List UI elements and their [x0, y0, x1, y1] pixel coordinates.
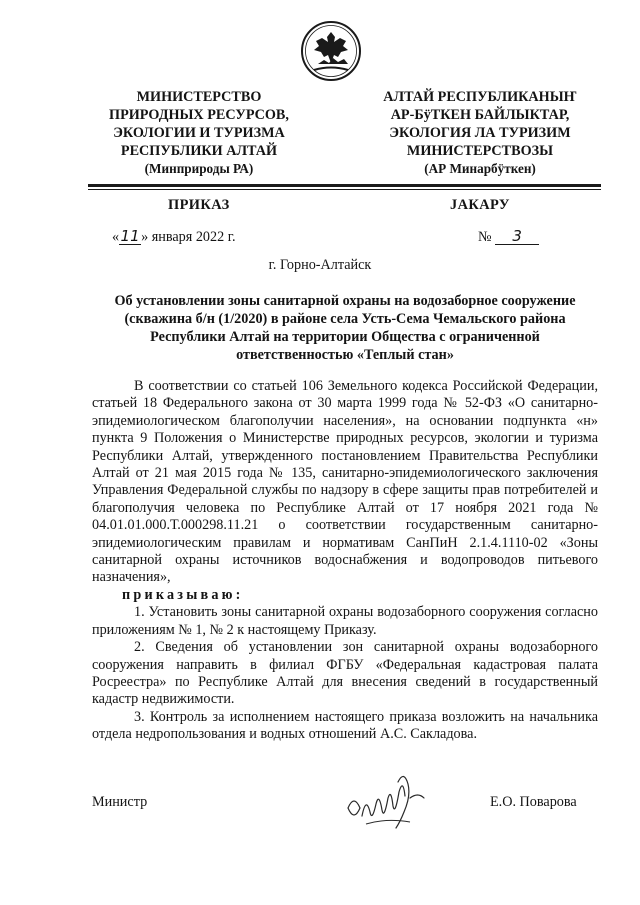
number-handwritten: 3 [495, 228, 539, 245]
order-date [112, 228, 236, 246]
ministry-name-alt [368, 88, 592, 178]
ministry-short-ru: (Минприроды РА) [144, 161, 254, 176]
coat-of-arms-emblem [300, 20, 362, 82]
signatory-name: Е.О. Поварова [490, 794, 577, 810]
order-item-1: 1. Установить зоны санитарной охраны водозаборного сооружения согласно приложениям № 1, № 2 к настоящему Приказу. [92, 604, 598, 638]
order-title: Об установлении зоны санитарной охраны на водозаборное сооружение (скважина б/н (1/2020) в районе села Усть-Сема Чемальского района Республики Алтай на территории Общества с ограниченной ответственностью «Теплый стан» [114, 293, 576, 363]
order-item-2: 2. Сведения об установлении зон санитарной охраны водозаборного сооружения направить в филиал ФГБУ «Федеральная кадастровая палата Росреестра» по Республике Алтай для внесения сведений в государственный кадастр недвижимости. [92, 639, 598, 708]
ministry-name-alt-line-2: АР-БÿТКЕН БАЙЛЫКТАР, [390, 107, 570, 123]
order-number [478, 228, 539, 246]
ministry-name-alt-line-1: АЛТАЙ РЕСПУБЛИКАНЫҤ [383, 89, 577, 105]
ministry-name-ru-line-2: ПРИРОДНЫХ РЕСУРСОВ, [109, 107, 289, 123]
signatory-position: Министр [92, 794, 148, 810]
preamble-paragraph: В соответствии со статьей 106 Земельного кодекса Российской Федерации, статьей 18 Федерального закона от 30 марта 1999 года № 52-ФЗ «О санитарно-эпидемиологическом благополучии населения», на основании подпункта «н» пункта 9 Положения о Министерстве природных ресурсов, экологии и туризма Республики Алтай, утвержденного постановлением Правительства Республики Алтай от 21 мая 2015 года № 135, санитарно-эпидемиологического заключения Управления Федеральной службы по надзору в сфере защиты прав потребителей и благополучия человека по Республике Алтай от 17 ноября 2021 года № 04.01.01.000.Т.000298.11.21 о соответствии государственным санитарно-эпидемиологическим правилам и нормативам СанПиН 2.1.4.1110-02 «Зоны санитарной охраны источников водоснабжения и водопроводов питьевого назначения», [92, 378, 598, 586]
order-directive: приказываю: [122, 586, 244, 603]
ministry-short-alt: (АР Минарбÿткен) [424, 161, 536, 176]
order-item-3: 3. Контроль за исполнением настоящего приказа возложить на начальника отдела недропользования и водных отношений А.С. Сакладова. [92, 708, 598, 743]
header-divider-thick [88, 184, 601, 187]
city: г. Горно-Алтайск [268, 257, 372, 273]
ministry-name-alt-line-4: МИНИСТЕРСТВОЗЫ [406, 143, 554, 159]
doc-type-alt: JАКАРУ [450, 197, 510, 213]
ministry-name-alt-line-3: ЭКОЛОГИЯ ЛА ТУРИЗИМ [389, 125, 571, 141]
date-day-handwritten: 11 [120, 227, 140, 245]
date-month-year: » января 2022 г. [141, 229, 236, 245]
order-body [92, 378, 598, 744]
handwritten-signature [340, 768, 440, 838]
header-divider-thin [88, 189, 601, 190]
number-prefix: № [478, 229, 492, 245]
ministry-name-ru-line-1: МИНИСТЕРСТВО [136, 89, 262, 105]
doc-type-ru: ПРИКАЗ [168, 197, 230, 213]
ministry-name-ru-line-3: ЭКОЛОГИИ И ТУРИЗМА [113, 125, 285, 141]
ministry-name-ru [96, 88, 302, 178]
ministry-name-ru-line-4: РЕСПУБЛИКИ АЛТАЙ [120, 143, 278, 159]
date-open-quote: « [112, 229, 120, 245]
